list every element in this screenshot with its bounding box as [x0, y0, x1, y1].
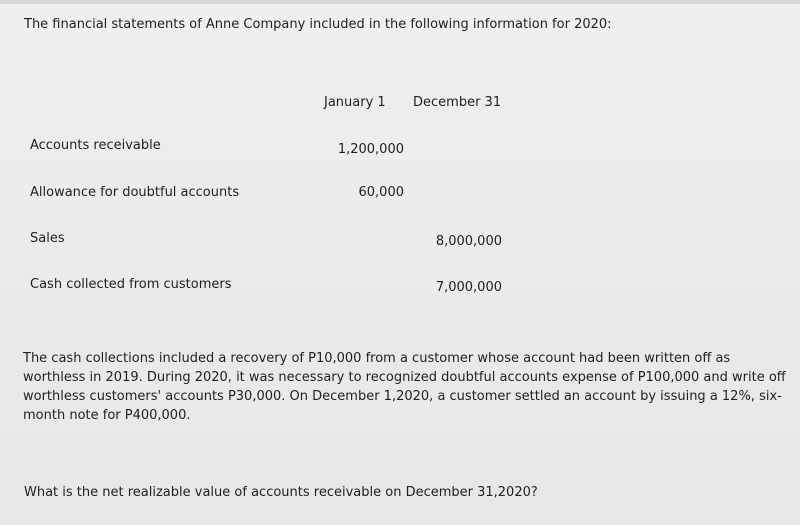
problem-paragraph: The cash collections included a recovery of P10,000 from a customer whose account had been written off as worthless in 2019. During 2020, it was necessary to recognized doubtful accounts expense of P100,000 and write off worthless customers' accounts P30,000. On December 1,2020, a customer settled an account by issuing a 12%, six-month note for P400,000. [23, 351, 786, 423]
row-label-sales: Sales [30, 231, 65, 246]
top-border [0, 0, 800, 4]
column-header-december: December 31 [413, 95, 502, 110]
row-label-allowance: Allowance for doubtful accounts [30, 185, 240, 200]
row-value-cash-collected-dec: 7,000,000 [435, 280, 502, 295]
row-value-allowance-jan: 60,000 [358, 185, 404, 200]
row-label-accounts-receivable: Accounts receivable [30, 138, 161, 153]
row-value-sales-dec: 8,000,000 [435, 234, 502, 249]
question-text: What is the net realizable value of accounts receivable on December 31,2020? [24, 485, 538, 500]
column-header-january: January 1 [324, 95, 386, 110]
row-value-accounts-receivable-jan: 1,200,000 [337, 142, 404, 157]
row-label-cash-collected: Cash collected from customers [30, 277, 232, 292]
intro-text: The financial statements of Anne Company included in the following information for 2020: [24, 17, 612, 32]
